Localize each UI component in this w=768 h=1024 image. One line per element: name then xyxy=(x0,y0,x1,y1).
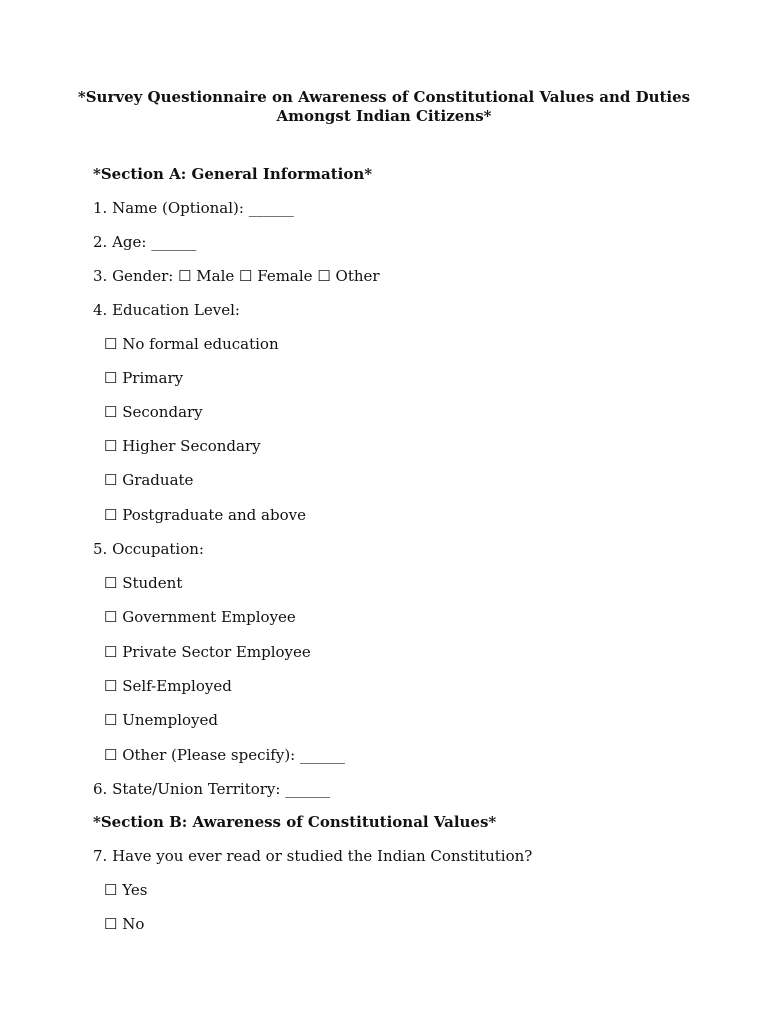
occupation-option: ☐ Self-Employed xyxy=(104,677,232,695)
document-title-line-2: Amongst Indian Citizens* xyxy=(276,107,492,125)
education-option: ☐ Primary xyxy=(104,369,184,387)
occupation-option: ☐ Other (Please specify): ______ xyxy=(104,746,345,764)
section-b-heading: *Section B: Awareness of Constitutional Values* xyxy=(93,813,497,831)
occupation-option: ☐ Private Sector Employee xyxy=(104,643,311,661)
question-name: 1. Name (Optional): ______ xyxy=(93,199,294,217)
question-occupation: 5. Occupation: xyxy=(93,540,204,558)
question-read-constitution: 7. Have you ever read or studied the Indian Constitution? xyxy=(93,847,533,865)
education-option: ☐ No formal education xyxy=(104,335,279,353)
document-title-line-1: *Survey Questionnaire on Awareness of Constitutional Values and Duties xyxy=(77,88,691,106)
occupation-option: ☐ Student xyxy=(104,574,183,592)
answer-option: ☐ Yes xyxy=(104,881,148,899)
education-option: ☐ Secondary xyxy=(104,403,203,421)
question-education-level: 4. Education Level: xyxy=(93,301,240,319)
education-option: ☐ Higher Secondary xyxy=(104,437,261,455)
education-option: ☐ Graduate xyxy=(104,471,194,489)
education-option: ☐ Postgraduate and above xyxy=(104,506,306,524)
question-gender: 3. Gender: ☐ Male ☐ Female ☐ Other xyxy=(93,267,380,285)
section-a-heading: *Section A: General Information* xyxy=(93,165,373,183)
question-age: 2. Age: ______ xyxy=(93,233,197,251)
question-state: 6. State/Union Territory: ______ xyxy=(93,780,331,798)
occupation-option: ☐ Government Employee xyxy=(104,608,296,626)
occupation-option: ☐ Unemployed xyxy=(104,711,219,729)
answer-option: ☐ No xyxy=(104,915,145,933)
